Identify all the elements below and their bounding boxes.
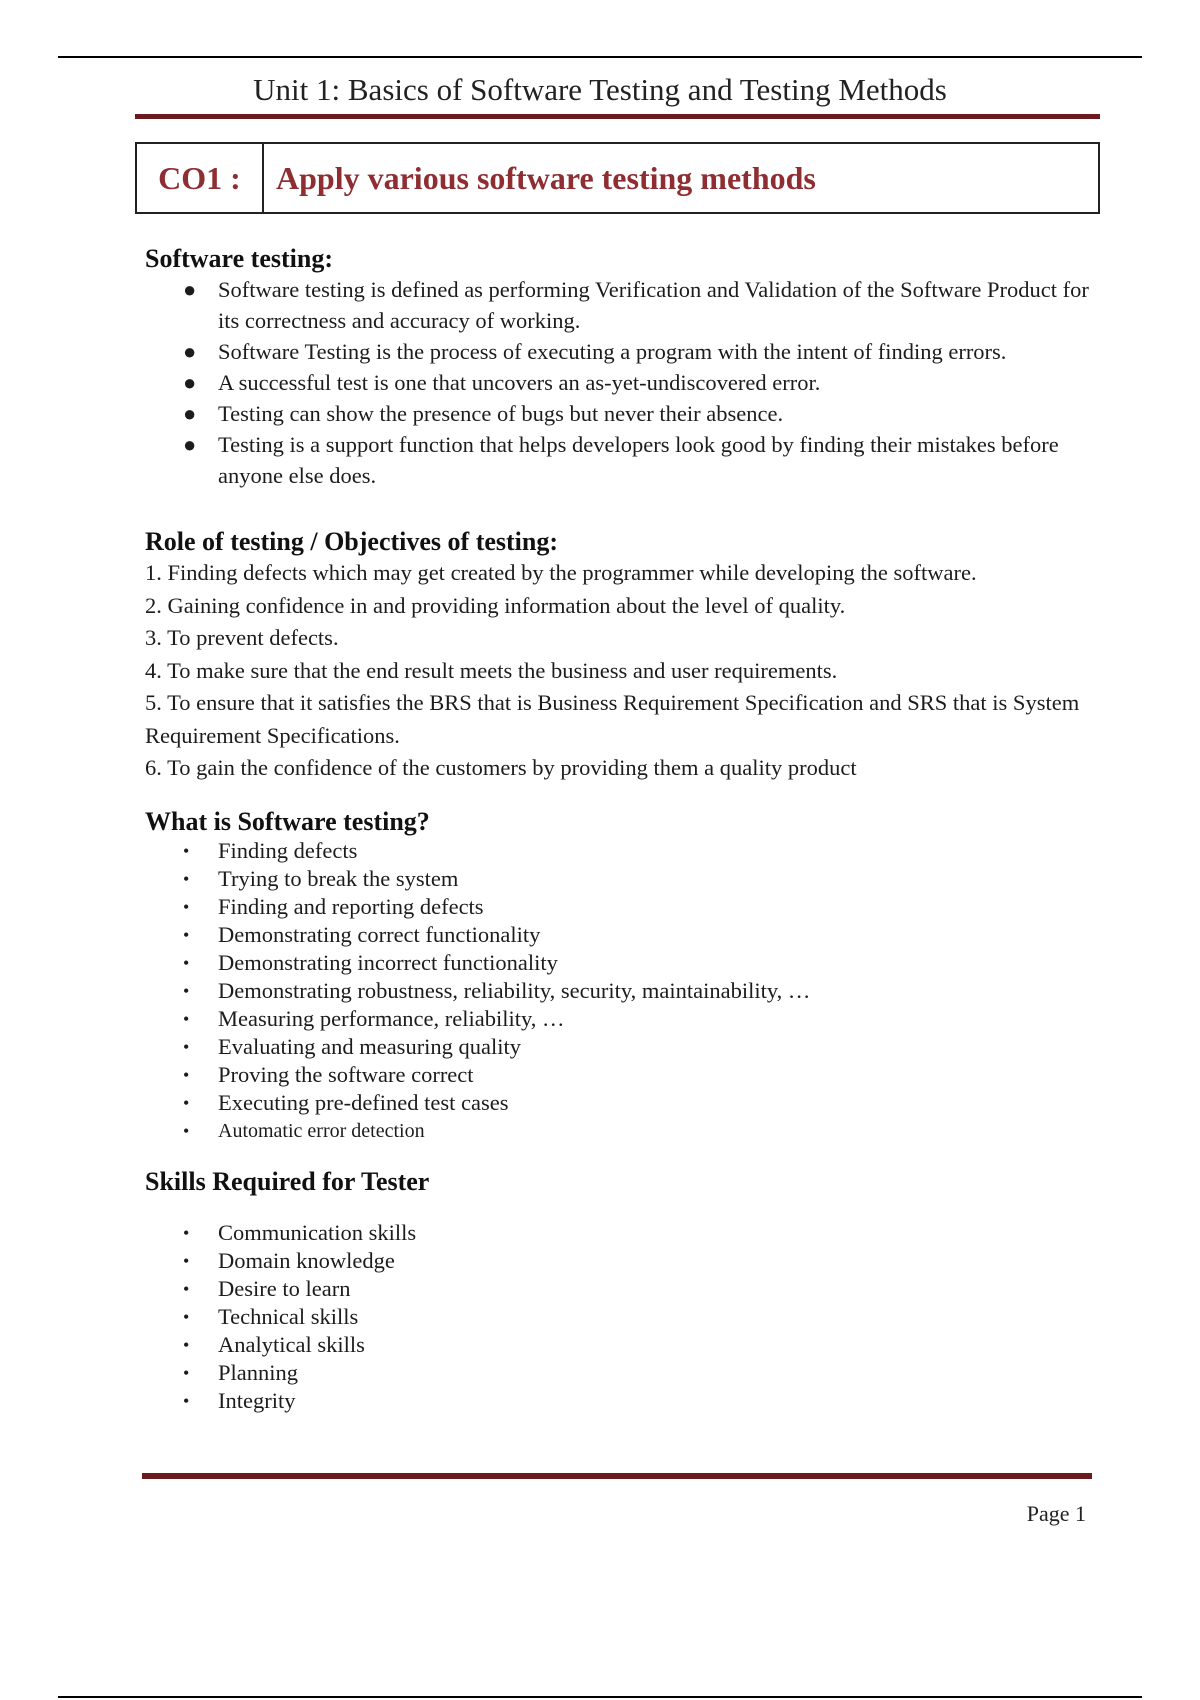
bullet-icon: • xyxy=(183,1092,190,1113)
list-item xyxy=(145,1303,1100,1331)
bullet-icon: ● xyxy=(183,401,197,426)
list-item xyxy=(145,429,1100,491)
bullet-icon: • xyxy=(183,1222,190,1243)
bullet-icon: • xyxy=(183,1334,190,1355)
list-item-text: Demonstrating correct functionality xyxy=(218,921,541,947)
course-outcome-text: Apply various software testing methods xyxy=(276,159,816,196)
list-item xyxy=(145,398,1100,429)
skills-list xyxy=(145,1219,1100,1415)
list-item: 4. To make sure that the end result meets the business and user requirements. xyxy=(145,657,838,683)
software-testing-list xyxy=(145,274,1100,491)
list-item xyxy=(145,274,1100,336)
section-heading-objectives: Role of testing / Objectives of testing: xyxy=(145,527,559,556)
bullet-icon: • xyxy=(183,1120,190,1141)
objectives-list xyxy=(145,557,1100,785)
list-item: 6. To gain the confidence of the customers by providing them a quality product xyxy=(145,755,857,780)
list-item xyxy=(145,1331,1100,1359)
bullet-icon: • xyxy=(183,1008,190,1029)
bullet-icon: ● xyxy=(183,432,197,457)
list-item xyxy=(145,1033,1100,1061)
list-item xyxy=(145,977,1100,1005)
list-item xyxy=(145,949,1100,977)
list-item-text: Domain knowledge xyxy=(218,1247,395,1273)
bullet-icon: ● xyxy=(183,339,197,364)
list-item-text: Analytical skills xyxy=(218,1331,365,1357)
list-item-text: Communication skills xyxy=(218,1219,417,1245)
list-item-text: Technical skills xyxy=(218,1303,359,1329)
list-item xyxy=(145,893,1100,921)
list-item-text: Finding and reporting defects xyxy=(218,893,484,919)
course-outcome-box xyxy=(135,142,1100,214)
bullet-icon: • xyxy=(183,840,190,861)
list-item xyxy=(145,837,1100,865)
list-item-text: Software Testing is the process of executing a program with the intent of finding errors. xyxy=(218,339,1007,364)
bullet-icon: • xyxy=(183,924,190,945)
list-item-text: Evaluating and measuring quality xyxy=(218,1033,522,1059)
list-item: 2. Gaining confidence in and providing information about the level of quality. xyxy=(145,592,846,618)
list-item-text: A successful test is one that uncovers an as-yet-undiscovered error. xyxy=(218,370,821,395)
list-item xyxy=(145,1061,1100,1089)
list-item-text: Demonstrating incorrect functionality xyxy=(218,949,558,975)
document-body xyxy=(145,244,1100,1415)
list-item-text: Trying to break the system xyxy=(218,865,459,891)
bullet-icon: • xyxy=(183,1278,190,1299)
list-item: 5. To ensure that it satisfies the BRS that is Business Requirement Specification and SRS that is System Requirement Specifications. xyxy=(145,690,1080,748)
list-item-text: Proving the software correct xyxy=(218,1061,474,1087)
bullet-icon: • xyxy=(183,1306,190,1327)
list-item-text: Automatic error detection xyxy=(218,1119,425,1142)
list-item xyxy=(145,865,1100,893)
list-item xyxy=(145,1089,1100,1117)
section-heading-software-testing: Software testing: xyxy=(145,244,333,273)
list-item-text: Desire to learn xyxy=(218,1275,351,1301)
list-item xyxy=(145,1359,1100,1387)
list-item xyxy=(145,1275,1100,1303)
page-number: Page 1 xyxy=(1026,1501,1086,1526)
what-is-list xyxy=(145,837,1100,1145)
bullet-icon: • xyxy=(183,1250,190,1271)
section-heading-skills: Skills Required for Tester xyxy=(145,1166,430,1196)
bottom-border-rule xyxy=(58,1696,1142,1698)
list-item-text: Executing pre-defined test cases xyxy=(218,1089,509,1115)
list-item xyxy=(145,1117,1100,1145)
bullet-icon: • xyxy=(183,952,190,973)
list-item-text: Integrity xyxy=(218,1387,296,1413)
footer-divider xyxy=(142,1473,1092,1479)
list-item xyxy=(145,1005,1100,1033)
list-item: 3. To prevent defects. xyxy=(145,625,339,650)
list-item-text: Finding defects xyxy=(218,837,358,863)
list-item-text: Testing is a support function that helps developers look good by finding their mistakes before anyone else does. xyxy=(218,432,1059,488)
list-item-text: Testing can show the presence of bugs but never their absence. xyxy=(218,401,784,426)
bullet-icon: • xyxy=(183,868,190,889)
list-item xyxy=(145,336,1100,367)
list-item xyxy=(145,1219,1100,1247)
list-item-text: Planning xyxy=(218,1359,299,1385)
bullet-icon: • xyxy=(183,980,190,1001)
bullet-icon: • xyxy=(183,1064,190,1085)
course-outcome-label: CO1 : xyxy=(137,144,264,212)
bullet-icon: • xyxy=(183,1390,190,1411)
bullet-icon: ● xyxy=(183,277,197,302)
bullet-icon: • xyxy=(183,1036,190,1057)
page-header-title: Unit 1: Basics of Software Testing and Testing Methods xyxy=(253,72,947,107)
list-item xyxy=(145,367,1100,398)
header-divider xyxy=(135,114,1100,119)
list-item-text: Measuring performance, reliability, … xyxy=(218,1005,565,1031)
bullet-icon: • xyxy=(183,896,190,917)
bullet-icon: ● xyxy=(183,370,197,395)
list-item xyxy=(145,921,1100,949)
list-item xyxy=(145,1387,1100,1415)
list-item-text: Software testing is defined as performing Verification and Validation of the Software Product for its correctness and accuracy of working. xyxy=(218,277,1089,333)
top-border-rule xyxy=(58,56,1142,58)
list-item: 1. Finding defects which may get created by the programmer while developing the software. xyxy=(145,560,977,585)
list-item-text: Demonstrating robustness, reliability, security, maintainability, … xyxy=(218,977,811,1003)
bullet-icon: • xyxy=(183,1362,190,1383)
list-item xyxy=(145,1247,1100,1275)
section-heading-what-is: What is Software testing? xyxy=(145,806,430,836)
